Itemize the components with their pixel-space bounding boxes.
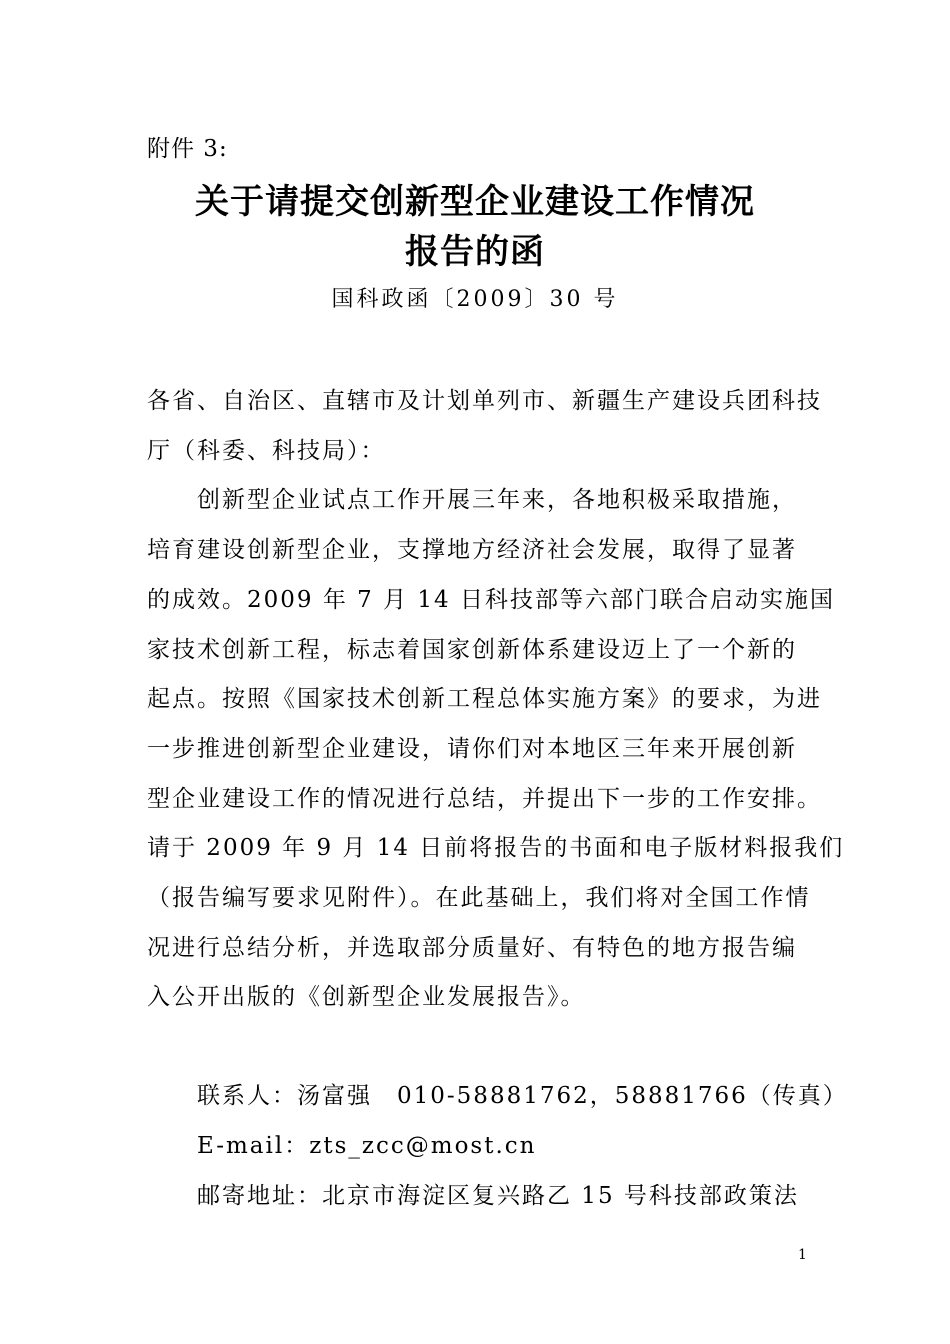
contact-person: 联系人：汤富强 010-58881762，58881766（传真） <box>197 1083 848 1109</box>
document-number: 国科政函〔2009〕30 号 <box>331 287 619 312</box>
body-paragraph-line: 的成效。2009 年 7 月 14 日科技部等六部门联合启动实施国 <box>147 587 835 613</box>
contact-email: E-mail：zts_zcc@most.cn <box>197 1133 537 1159</box>
document-title-line-2: 报告的函 <box>405 232 545 272</box>
body-paragraph-line: 型企业建设工作的情况进行总结，并提出下一步的工作安排。 <box>147 786 822 812</box>
body-paragraph-line: 入公开出版的《创新型企业发展报告》。 <box>147 984 586 1010</box>
attachment-label: 附件 3: <box>147 136 228 162</box>
body-paragraph-line: 家技术创新工程，标志着国家创新体系建设迈上了一个新的 <box>147 637 797 663</box>
salutation-line: 厅（科委、科技局）： <box>147 438 386 464</box>
body-paragraph-line: 培育建设创新型企业，支撑地方经济社会发展，取得了显著 <box>147 537 797 563</box>
contact-address: 邮寄地址：北京市海淀区复兴路乙 15 号科技部政策法 <box>197 1183 799 1209</box>
body-paragraph-line: 起点。按照《国家技术创新工程总体实施方案》的要求，为进 <box>147 686 822 712</box>
body-paragraph-line: 创新型企业试点工作开展三年来，各地积极采取措施， <box>197 487 797 513</box>
document-title-line-1: 关于请提交创新型企业建设工作情况 <box>195 182 755 222</box>
salutation-line: 各省、自治区、直辖市及计划单列市、新疆生产建设兵团科技 <box>147 388 822 414</box>
page-number: 1 <box>798 1247 807 1263</box>
body-paragraph-line: 一步推进创新型企业建设，请你们对本地区三年来开展创新 <box>147 736 797 762</box>
body-paragraph-line: （报告编写要求见附件）。在此基础上，我们将对全国工作情 <box>147 885 811 911</box>
body-paragraph-line: 请于 2009 年 9 月 14 日前将报告的书面和电子版材料报我们 <box>147 835 845 861</box>
body-paragraph-line: 况进行总结分析，并选取部分质量好、有特色的地方报告编 <box>147 935 797 961</box>
